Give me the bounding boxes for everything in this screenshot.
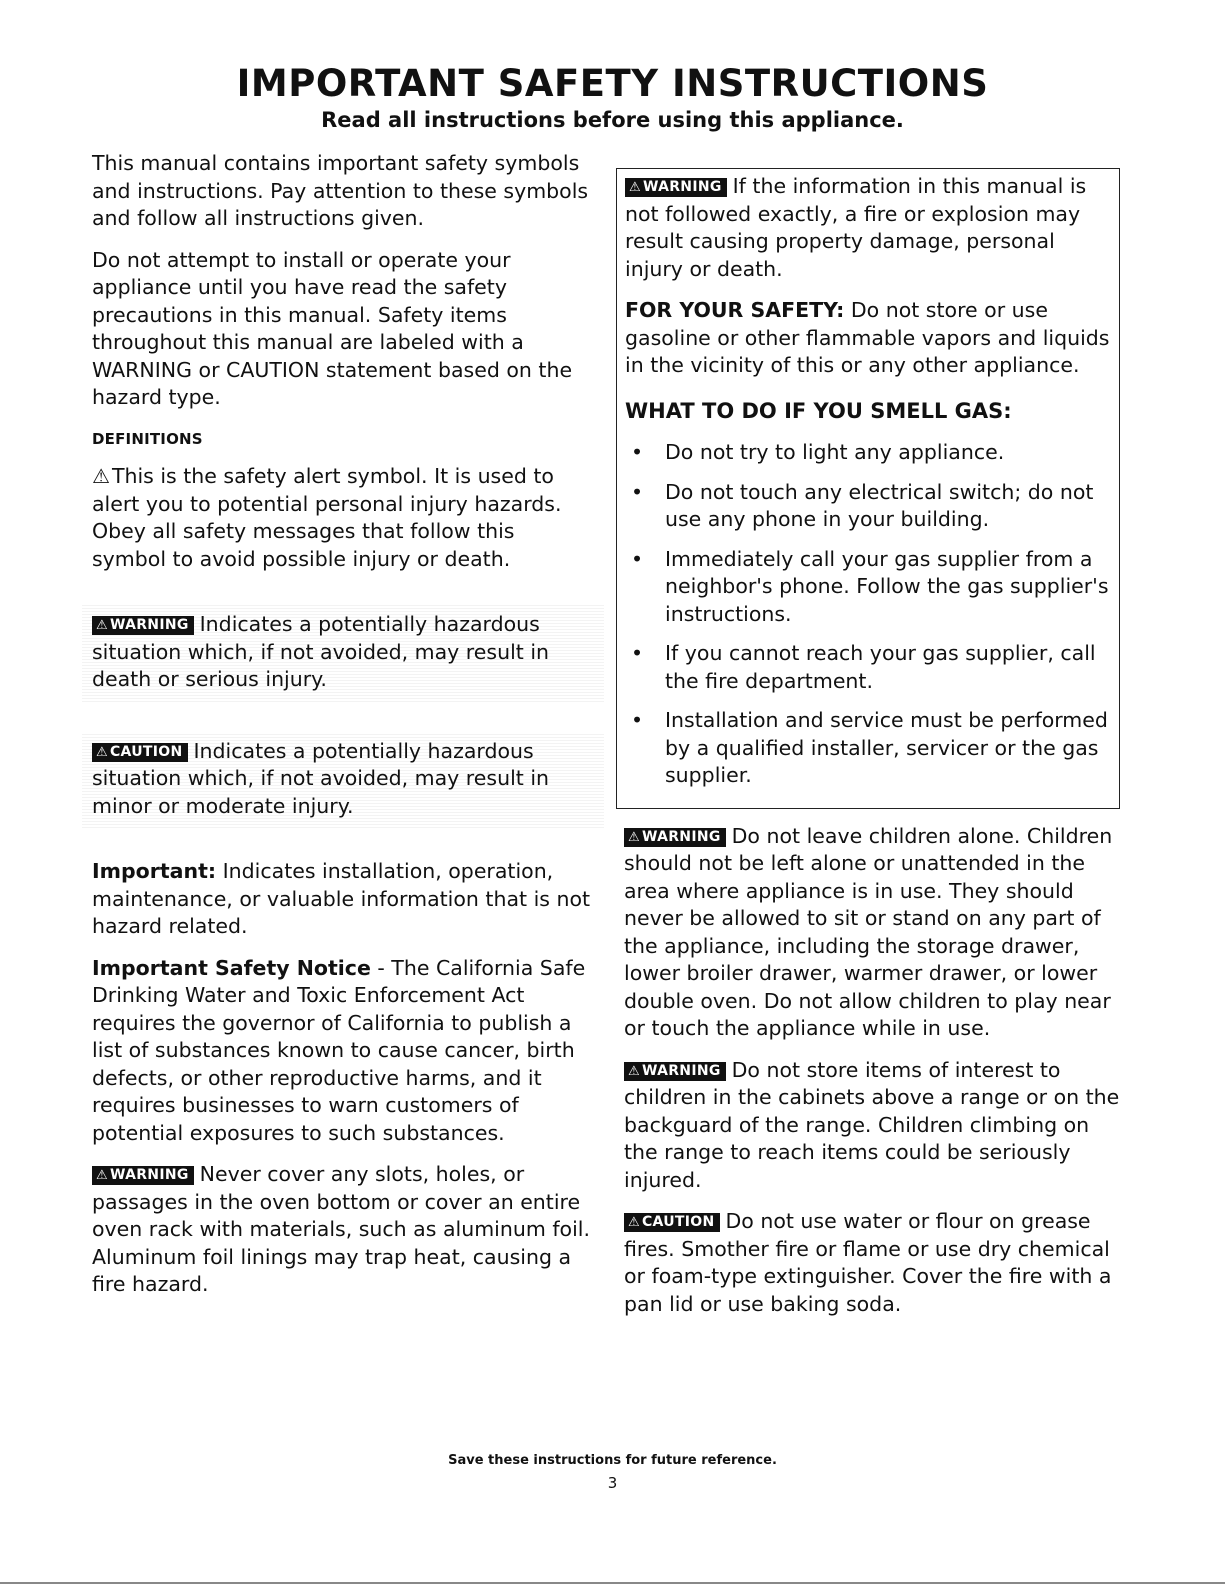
- warning-definition: [82, 605, 604, 702]
- warning-triangle-icon: ⚠: [628, 829, 640, 845]
- left-column: [92, 150, 594, 1313]
- bullet-icon: •: [631, 479, 644, 504]
- grease-caution-paragraph: [624, 1208, 1120, 1318]
- smell-gas-heading: WHAT TO DO IF YOU SMELL GAS:: [625, 398, 1012, 423]
- for-your-safety-paragraph: [625, 297, 1111, 380]
- page-title: IMPORTANT SAFETY INSTRUCTIONS: [236, 62, 989, 105]
- intro-paragraph-2: Do not attempt to install or operate your appliance until you have read the safety precautions in this manual. Safety items throughout this manual are labeled with a WARNING or CAUTION statement based on the hazard type.: [92, 247, 573, 409]
- warning-definition-text: Indicates a potentially hazardous situation which, if not avoided, may result in death or serious injury.: [92, 612, 550, 691]
- caution-badge: ⚠ CAUTION: [92, 743, 188, 762]
- safety-notice-label: Important Safety Notice: [92, 955, 371, 980]
- right-column: [624, 168, 1120, 1332]
- page-subtitle: Read all instructions before using this appliance.: [321, 108, 904, 132]
- smell-gas-steps: [625, 439, 1111, 790]
- box-warning-paragraph: [625, 173, 1111, 283]
- warning-badge: ⚠ WARNING: [92, 1166, 194, 1185]
- grease-caution-text: Do not use water or flour on grease fires. Smother fire or flame or use dry chemical or foam-type extinguisher. Cover the fire with a pan lid or use baking soda.: [624, 1209, 1112, 1316]
- foil-warning-paragraph: [92, 1161, 594, 1299]
- bullet-icon: •: [631, 440, 644, 464]
- children-warning-paragraph: [624, 823, 1120, 1043]
- bottom-divider: [0, 1582, 1225, 1584]
- warning-badge: ⚠ WARNING: [92, 616, 194, 635]
- cabinets-warning-paragraph: [624, 1057, 1120, 1195]
- warning-triangle-icon: ⚠: [96, 618, 108, 633]
- warning-triangle-icon: ⚠: [629, 180, 641, 195]
- caution-triangle-icon: ⚠: [628, 1215, 640, 1230]
- gas-safety-box: [616, 168, 1120, 809]
- warning-badge: ⚠ WARNING: [625, 178, 727, 197]
- important-text: Indicates installation, operation, maintenance, or valuable information that is not hazard related.: [92, 859, 591, 938]
- safety-notice-text: - The California Safe Drinking Water and Toxic Enforcement Act requires the governor of California to publish a list of substances known to cause cancer, birth defects, or other reproductive harms, and it requires businesses to warn customers of potential exposures to such substances.: [92, 955, 586, 1145]
- foil-warning-text: Never cover any slots, holes, or passages in the oven bottom or cover an entire oven rack with materials, such as aluminum foil. Aluminum foil linings may trap heat, causing a fire hazard.: [92, 1162, 590, 1296]
- intro-paragraph: This manual contains important safety symbols and instructions. Pay attention to these symbols and follow all instructions given.: [92, 151, 589, 230]
- warning-triangle-icon: ⚠: [96, 1168, 108, 1183]
- warning-badge: ⚠ WARNING: [624, 828, 726, 847]
- list-item: • Immediately call your gas supplier from a neighbor's phone. Follow the gas supplier's instructions.: [631, 546, 1109, 626]
- footer-note: Save these instructions for future reference.: [448, 1453, 777, 1468]
- alert-symbol-text: This is the safety alert symbol. It is used to alert you to potential personal injury hazards. Obey all safety messages that follow this symbol to avoid possible injury or death.: [92, 464, 562, 571]
- alert-triangle-icon: ⚠: [92, 464, 110, 488]
- list-item: • Do not touch any electrical switch; do not use any phone in your building.: [631, 479, 1094, 531]
- page-number: 3: [607, 1474, 618, 1492]
- important-paragraph: [92, 858, 594, 941]
- caution-badge: ⚠ CAUTION: [624, 1213, 720, 1232]
- caution-triangle-icon: ⚠: [96, 744, 108, 760]
- definitions-heading: DEFINITIONS: [92, 429, 203, 448]
- for-your-safety-text: Do not store or use gasoline or other flammable vapors and liquids in the vicinity of this or any other appliance.: [625, 298, 1110, 377]
- children-warning-text: Do not leave children alone. Children should not be left alone or unattended in the area where appliance is in use. They should never be allowed to sit or stand on any part of the appliance, including the storage drawer, lower broiler drawer, warmer drawer, or lower double oven. Do not allow children to play near or touch the appliance while in use.: [624, 823, 1113, 1040]
- warning-badge: ⚠ WARNING: [624, 1062, 726, 1081]
- caution-definition-text: Indicates a potentially hazardous situation which, if not avoided, may result in minor or moderate injury.: [92, 738, 550, 818]
- safety-notice-paragraph: [92, 955, 594, 1148]
- list-item: • Do not try to light any appliance.: [625, 439, 1111, 467]
- caution-definition: [82, 732, 604, 829]
- box-warning-text: If the information in this manual is not followed exactly, a fire or explosion may result causing property damage, personal injury or death.: [625, 174, 1087, 281]
- alert-symbol-paragraph: [92, 463, 594, 573]
- warning-triangle-icon: ⚠: [628, 1063, 640, 1079]
- list-item: • If you cannot reach your gas supplier, call the fire department.: [631, 641, 1096, 693]
- important-label: Important:: [92, 859, 217, 883]
- list-item: • Installation and service must be performed by a qualified installer, servicer or the gas supplier.: [631, 708, 1108, 787]
- cabinets-warning-text: Do not store items of interest to children in the cabinets above a range or on the backguard of the range. Children climbing on the range to reach items could be seriously injured.: [624, 1057, 1120, 1192]
- bullet-icon: •: [631, 546, 644, 571]
- for-your-safety-label: FOR YOUR SAFETY:: [625, 298, 845, 322]
- bullet-icon: •: [631, 708, 644, 732]
- bullet-icon: •: [631, 641, 644, 665]
